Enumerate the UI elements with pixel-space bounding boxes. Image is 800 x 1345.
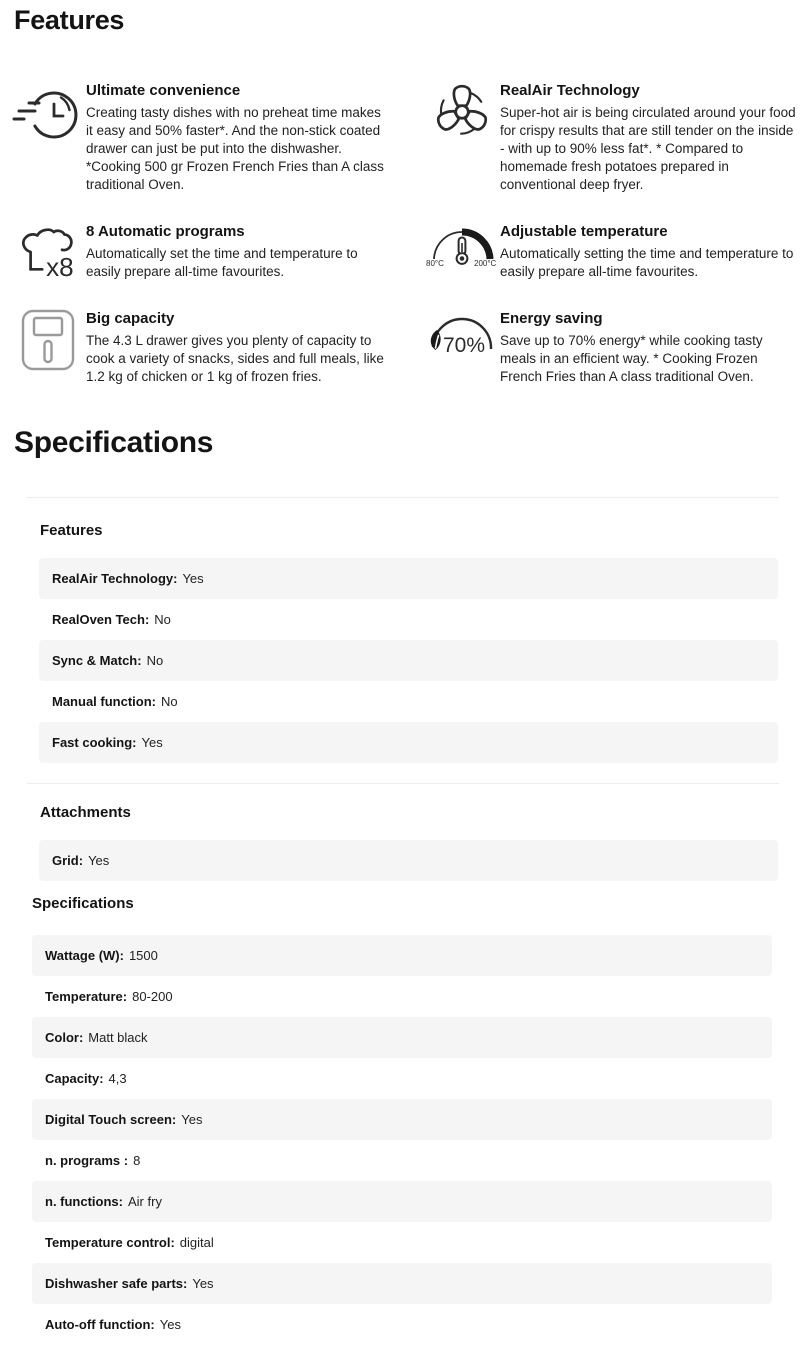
spec-value: 80-200 (132, 988, 173, 1004)
spec-section-heading: Features (40, 521, 103, 539)
spec-label: Fast cooking: (52, 734, 137, 750)
spec-label: Grid: (52, 852, 84, 868)
spec-value: 8 (133, 1152, 141, 1168)
spec-value: Yes (141, 734, 163, 750)
feature-ultimate-convenience (10, 79, 398, 194)
features-heading: Features (14, 5, 125, 35)
spec-row (32, 1181, 772, 1222)
spec-label: Digital Touch screen: (45, 1111, 177, 1127)
spec-row (32, 1222, 772, 1263)
spec-label: Temperature: (45, 988, 128, 1004)
energy-leaf-icon (424, 307, 500, 360)
spec-row (32, 976, 772, 1017)
spec-label: Color: (45, 1029, 84, 1045)
spec-value: Yes (192, 1275, 214, 1291)
feature-title: Energy saving (500, 309, 603, 327)
feature-adjustable-temperature (424, 220, 800, 281)
spec-row (39, 640, 778, 681)
spec-label: n. programs : (45, 1152, 129, 1168)
spec-value: Yes (159, 1316, 181, 1332)
spec-row (32, 1140, 772, 1181)
spec-section-heading: Attachments (40, 803, 131, 821)
feature-automatic-programs (10, 220, 398, 281)
spec-section-attachments (27, 804, 779, 881)
section-divider (27, 783, 779, 784)
spec-label: Sync & Match: (52, 652, 142, 668)
spec-value: Yes (88, 852, 110, 868)
spec-label: n. functions: (45, 1193, 123, 1209)
spec-value: 4,3 (108, 1070, 127, 1086)
spec-row (32, 1304, 772, 1345)
spec-value: No (161, 693, 178, 709)
temperature-dial-icon (424, 220, 500, 273)
fan-icon (424, 79, 500, 142)
spec-value: Air fry (128, 1193, 162, 1209)
spec-value: Yes (181, 1111, 203, 1127)
drawer-icon (10, 307, 86, 372)
feature-big-capacity (10, 307, 398, 386)
feature-title: Adjustable temperature (500, 222, 668, 240)
specifications-heading: Specifications (14, 425, 214, 459)
feature-description: Creating tasty dishes with no preheat time makes it easy and 50% faster*. And the non-stick coated drawer can just be put into the dishwasher. *Cooking 500 gr Frozen French Fries than A class traditional Oven. (86, 104, 384, 192)
product-details-page (0, 6, 800, 1345)
spec-section-features (27, 522, 779, 763)
spec-label: Manual function: (52, 693, 156, 709)
feature-description: Automatically setting the time and temperature to easily prepare all-time favourites. (500, 245, 794, 279)
features-grid (10, 79, 800, 386)
feature-realair-technology (424, 79, 800, 194)
feature-description: Automatically set the time and temperature to easily prepare all-time favourites. (86, 245, 358, 279)
spec-section-heading: Specifications (32, 894, 134, 912)
spec-row (39, 681, 778, 722)
feature-title: Ultimate convenience (86, 81, 241, 99)
spec-value: 1500 (128, 947, 158, 963)
spec-row (39, 840, 778, 881)
spec-row (39, 722, 778, 763)
feature-description: Save up to 70% energy* while cooking tasty meals in an efficient way. * Cooking Frozen French Fries than A class traditional Oven. (500, 332, 763, 384)
temp-min-label: 80°C (426, 258, 444, 268)
spec-row (32, 1058, 772, 1099)
spec-section-specifications (27, 895, 779, 1345)
feature-description: The 4.3 L drawer gives you plenty of capacity to cook a variety of snacks, sides and full meals, like 1.2 kg of chicken or 1 kg of frozen fries. (86, 332, 384, 384)
spec-row (32, 1017, 772, 1058)
feature-title: Big capacity (86, 309, 175, 327)
spec-row (39, 599, 778, 640)
feature-description: Super-hot air is being circulated around your food for crispy results that are still tender on the inside - with up to 90% less fat*. * Compared to homemade fresh potatoes prepared in conventional deep fryer. (500, 104, 796, 192)
spec-value: No (154, 611, 171, 627)
spec-label: Auto-off function: (45, 1316, 155, 1332)
feature-title: RealAir Technology (500, 81, 640, 99)
feature-energy-saving (424, 307, 800, 386)
spec-row (39, 558, 778, 599)
energy-percent-label: 70% (443, 333, 486, 357)
programs-count-label: x8 (46, 251, 74, 279)
spec-label: Capacity: (45, 1070, 104, 1086)
spec-row (32, 1263, 772, 1304)
spec-label: Dishwasher safe parts: (45, 1275, 188, 1291)
spec-value: No (146, 652, 164, 668)
spec-label: Temperature control: (45, 1234, 175, 1250)
specifications-card (27, 497, 779, 1345)
spec-row (32, 1099, 772, 1140)
feature-title: 8 Automatic programs (86, 222, 245, 240)
spec-row (32, 935, 772, 976)
spec-label: Wattage (W): (45, 947, 124, 963)
spec-value: Matt black (88, 1029, 148, 1045)
temp-max-label: 200°C (474, 258, 497, 268)
spec-value: Yes (182, 570, 204, 586)
spec-label: RealAir Technology: (52, 570, 178, 586)
speed-clock-icon (10, 79, 86, 146)
chef-hat-x8-icon (10, 220, 86, 279)
spec-label: RealOven Tech: (52, 611, 150, 627)
spec-value: digital (179, 1234, 214, 1250)
